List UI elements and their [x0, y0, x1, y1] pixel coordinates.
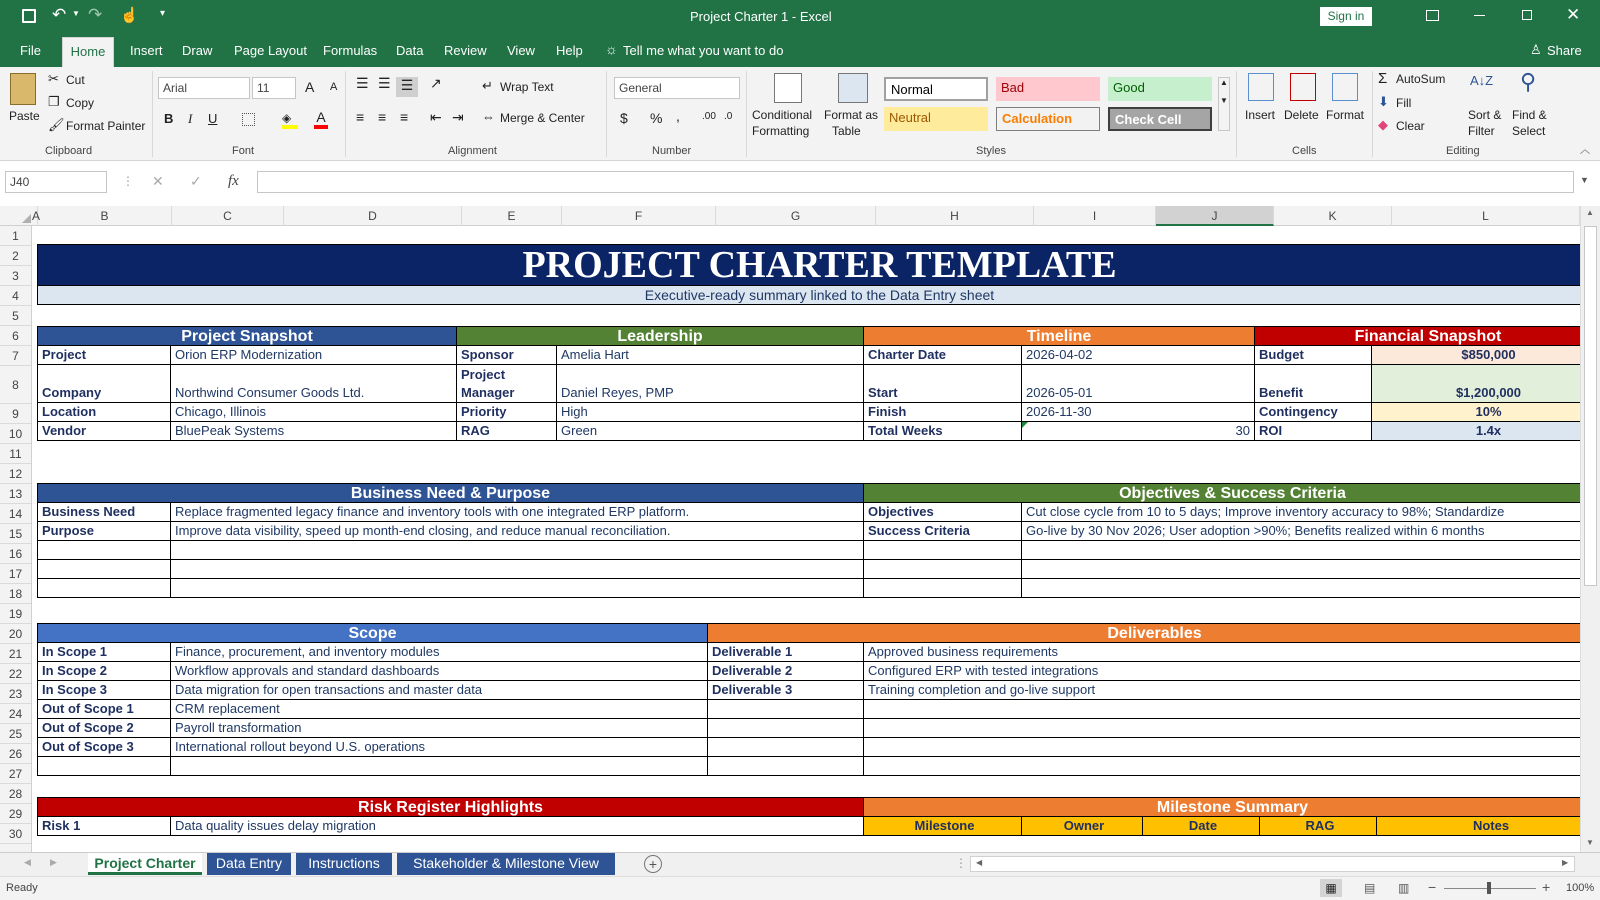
- menu-draw[interactable]: Draw: [182, 43, 213, 58]
- currency-button[interactable]: $: [620, 110, 628, 126]
- increase-decimal-icon[interactable]: .00: [702, 111, 716, 122]
- row-header[interactable]: 8: [0, 366, 31, 404]
- share-button[interactable]: Share: [1547, 43, 1582, 58]
- row-header[interactable]: 11: [0, 444, 31, 464]
- row-header[interactable]: 23: [0, 684, 31, 704]
- lightbulb-icon: ☼: [605, 41, 618, 57]
- fill-color-icon[interactable]: ◈: [282, 111, 298, 129]
- format-as-table-icon: [838, 73, 868, 103]
- empty-cell[interactable]: [863, 756, 1580, 776]
- objectives-value[interactable]: Go-live by 30 Nov 2026; User adoption >90%; Benefits realized within 6 months: [1021, 521, 1580, 541]
- empty-cell[interactable]: [863, 559, 1022, 579]
- sort-filter-button-line2[interactable]: Filter: [1468, 124, 1495, 138]
- page-title: PROJECT CHARTER TEMPLATE: [37, 244, 1580, 286]
- section-header-timeline: Timeline: [863, 326, 1255, 346]
- column-header-k[interactable]: K: [1274, 206, 1392, 226]
- font-name-select[interactable]: Arial: [158, 77, 250, 99]
- format-as-table-button[interactable]: Format as: [824, 108, 879, 122]
- scope-value[interactable]: Finance, procurement, and inventory modules: [170, 642, 708, 662]
- orientation-icon[interactable]: ↗: [430, 75, 442, 91]
- section-header-scope: Scope: [37, 623, 708, 643]
- find-select-button-line2[interactable]: Select: [1512, 124, 1546, 138]
- row-header[interactable]: 4: [0, 286, 31, 306]
- formula-bar-options-icon: ⋮: [122, 174, 134, 188]
- scroll-up-icon[interactable]: ▲: [1586, 208, 1594, 217]
- column-header-c[interactable]: C: [172, 206, 284, 226]
- deliverable-value[interactable]: Configured ERP with tested integrations: [863, 661, 1580, 681]
- styles-scroll-icon[interactable]: ▲ ▼: [1218, 77, 1230, 131]
- conditional-formatting-icon: [774, 73, 802, 103]
- cell-error-indicator: [1022, 422, 1028, 428]
- row-header[interactable]: 24: [0, 704, 31, 724]
- window-title: Project Charter 1 - Excel: [690, 9, 832, 24]
- empty-cell[interactable]: [170, 540, 864, 560]
- delete-cells-icon: [1290, 73, 1316, 101]
- scope-label: In Scope 1: [37, 642, 171, 662]
- row-header[interactable]: 18: [0, 584, 31, 604]
- milestone-column-header: Owner: [1021, 816, 1143, 836]
- empty-cell[interactable]: [170, 756, 708, 776]
- page-layout-view-icon[interactable]: ▤: [1364, 881, 1376, 895]
- vertical-scrollbar[interactable]: [1580, 206, 1600, 852]
- column-header-i[interactable]: I: [1034, 206, 1156, 226]
- cut-button[interactable]: Cut: [66, 73, 85, 87]
- sort-filter-icon: A↓Z: [1470, 73, 1494, 88]
- row-header[interactable]: 5: [0, 306, 31, 326]
- row-header[interactable]: 20: [0, 624, 31, 644]
- empty-cell[interactable]: [707, 756, 864, 776]
- deliverable-value[interactable]: Approved business requirements: [863, 642, 1580, 662]
- row-header[interactable]: 26: [0, 744, 31, 764]
- format-painter-button[interactable]: Format Painter: [66, 119, 146, 133]
- leadership-value[interactable]: Daniel Reyes, PMP: [556, 364, 864, 403]
- empty-cell[interactable]: [707, 718, 864, 738]
- collapse-ribbon-icon[interactable]: ︿: [1580, 145, 1590, 156]
- financial-value[interactable]: $850,000: [1371, 345, 1580, 365]
- objectives-value[interactable]: Cut close cycle from 10 to 5 days; Improve inventory accuracy to 98%; Standardize: [1021, 502, 1580, 522]
- decrease-decimal-icon[interactable]: .0: [724, 111, 733, 122]
- page-break-view-icon[interactable]: ▥: [1398, 881, 1410, 895]
- menu-view[interactable]: View: [507, 43, 535, 58]
- deliverable-label: Deliverable 3: [707, 680, 864, 700]
- row-header[interactable]: 16: [0, 544, 31, 564]
- find-select-button[interactable]: Find &: [1512, 108, 1547, 122]
- financial-label: Benefit: [1254, 364, 1372, 403]
- menu-bar: [0, 34, 1600, 67]
- scope-value[interactable]: International rollout beyond U.S. operations: [170, 737, 708, 757]
- deliverable-label: Deliverable 1: [707, 642, 864, 662]
- share-icon: ♙: [1530, 42, 1542, 57]
- sheet-tab-stakeholder-milestone[interactable]: Stakeholder & Milestone View: [397, 853, 615, 875]
- empty-cell[interactable]: [707, 699, 864, 719]
- clear-icon: ◆: [1378, 117, 1388, 132]
- title-bar: [0, 0, 1600, 34]
- scope-value[interactable]: Payroll transformation: [170, 718, 708, 738]
- wrap-text-button[interactable]: Wrap Text: [500, 80, 554, 94]
- scroll-thumb[interactable]: [1584, 226, 1597, 586]
- font-group-label: Font: [232, 145, 255, 157]
- formula-bar: [0, 168, 1600, 198]
- formula-input[interactable]: [257, 171, 1574, 193]
- snapshot-value[interactable]: BluePeak Systems: [170, 421, 457, 441]
- scope-value[interactable]: CRM replacement: [170, 699, 708, 719]
- style-bad[interactable]: Bad: [996, 77, 1100, 101]
- deliverable-label: Deliverable 2: [707, 661, 864, 681]
- sheet-tab-project-charter[interactable]: Project Charter: [88, 853, 202, 875]
- tell-me-search[interactable]: Tell me what you want to do: [623, 43, 784, 58]
- copy-button[interactable]: Copy: [66, 96, 95, 110]
- close-icon[interactable]: ✕: [1566, 5, 1581, 24]
- page-subtitle: Executive-ready summary linked to the Data Entry sheet: [37, 285, 1580, 305]
- conditional-formatting-button-line2[interactable]: Formatting: [752, 124, 810, 138]
- restore-icon[interactable]: [1522, 10, 1532, 20]
- scroll-down-icon[interactable]: ▼: [1586, 838, 1594, 847]
- style-calculation[interactable]: Calculation: [996, 107, 1100, 131]
- bottom-align-icon[interactable]: ☰: [396, 77, 418, 97]
- sheet-tab-instructions[interactable]: Instructions: [296, 853, 392, 875]
- editing-group-label: Editing: [1446, 145, 1480, 157]
- touch-mode-icon[interactable]: ☝: [120, 7, 139, 24]
- section-header-milestone-summary: Milestone Summary: [863, 797, 1580, 817]
- leadership-value[interactable]: Green: [556, 421, 864, 441]
- merge-center-button[interactable]: Merge & Center: [500, 111, 585, 125]
- empty-cell[interactable]: [170, 578, 864, 598]
- add-sheet-icon[interactable]: +: [644, 855, 662, 873]
- business-label: Business Need: [37, 502, 171, 522]
- copy-icon: ❐: [48, 94, 60, 109]
- decrease-indent-icon[interactable]: ⇤: [430, 109, 442, 125]
- cells-group-label: Cells: [1292, 145, 1317, 157]
- section-header-objectives: Objectives & Success Criteria: [863, 483, 1580, 503]
- snapshot-value[interactable]: Orion ERP Modernization: [170, 345, 457, 365]
- milestone-column-header: Milestone: [863, 816, 1022, 836]
- objectives-label: Success Criteria: [863, 521, 1022, 541]
- format-as-table-button-line2[interactable]: Table: [832, 124, 861, 138]
- row-headers: [0, 226, 32, 852]
- menu-file[interactable]: File: [20, 43, 41, 58]
- empty-cell[interactable]: [37, 540, 171, 560]
- row-header[interactable]: 21: [0, 644, 31, 664]
- business-label: Purpose: [37, 521, 171, 541]
- worksheet-grid[interactable]: [32, 226, 1580, 852]
- minimize-icon[interactable]: [1474, 15, 1485, 16]
- section-header-project-snapshot: Project Snapshot: [37, 326, 457, 346]
- risk-label: Risk 1: [37, 816, 171, 836]
- autosum-icon: Σ: [1378, 70, 1388, 87]
- snapshot-value[interactable]: Northwind Consumer Goods Ltd.: [170, 364, 457, 403]
- undo-icon[interactable]: ↶: [52, 5, 67, 24]
- column-header-b[interactable]: B: [38, 206, 172, 226]
- ribbon-separator: [345, 71, 346, 157]
- financial-value[interactable]: 10%: [1371, 402, 1580, 422]
- name-box[interactable]: J40: [5, 171, 107, 193]
- column-header-f[interactable]: F: [562, 206, 716, 226]
- number-group-label: Number: [652, 145, 692, 157]
- hscroll-right-icon[interactable]: ▶: [1562, 858, 1569, 867]
- cut-icon: ✂: [48, 71, 59, 86]
- empty-cell[interactable]: [1021, 540, 1580, 560]
- borders-icon[interactable]: [242, 113, 255, 126]
- autosum-button[interactable]: AutoSum: [1396, 72, 1446, 86]
- zoom-out-icon[interactable]: −: [1428, 879, 1437, 895]
- status-ready: Ready: [6, 882, 38, 894]
- financial-label: ROI: [1254, 421, 1372, 441]
- column-header-d[interactable]: D: [284, 206, 462, 226]
- fill-icon: ⬇: [1378, 94, 1389, 109]
- section-header-deliverables: Deliverables: [707, 623, 1580, 643]
- insert-cells-button[interactable]: Insert: [1245, 108, 1276, 122]
- menu-help[interactable]: Help: [556, 43, 583, 58]
- scope-value[interactable]: Workflow approvals and standard dashboards: [170, 661, 708, 681]
- ribbon-separator: [606, 71, 607, 157]
- leadership-label: Priority: [456, 402, 557, 422]
- row-header[interactable]: 7: [0, 346, 31, 366]
- snapshot-label: Project: [37, 345, 171, 365]
- row-header[interactable]: 12: [0, 464, 31, 484]
- leadership-label: Project Manager: [456, 364, 557, 403]
- row-header[interactable]: 28: [0, 784, 31, 804]
- row-header[interactable]: 13: [0, 484, 31, 504]
- ribbon: [0, 67, 1600, 161]
- column-header-g[interactable]: G: [716, 206, 876, 226]
- menu-formulas[interactable]: Formulas: [323, 43, 378, 58]
- menu-review[interactable]: Review: [444, 43, 487, 58]
- row-header[interactable]: 22: [0, 664, 31, 684]
- save-icon[interactable]: [22, 9, 36, 23]
- decrease-font-icon[interactable]: A: [330, 81, 338, 93]
- row-header[interactable]: 2: [0, 246, 31, 266]
- status-bar: [0, 876, 1600, 900]
- underline-button[interactable]: U: [208, 111, 218, 126]
- snapshot-label: Location: [37, 402, 171, 422]
- menu-page-layout[interactable]: Page Layout: [234, 43, 308, 58]
- expand-formula-icon[interactable]: ▼: [1580, 175, 1589, 185]
- empty-cell[interactable]: [37, 559, 171, 579]
- leadership-label: RAG: [456, 421, 557, 441]
- paste-button[interactable]: Paste: [9, 109, 40, 123]
- insert-function-button[interactable]: fx: [228, 173, 239, 189]
- sheet-tab-data-entry[interactable]: Data Entry: [207, 853, 291, 875]
- row-header[interactable]: 27: [0, 764, 31, 784]
- increase-indent-icon[interactable]: ⇥: [452, 109, 464, 125]
- milestone-column-header: Notes: [1376, 816, 1580, 836]
- financial-label: Budget: [1254, 345, 1372, 365]
- empty-cell[interactable]: [863, 699, 1580, 719]
- ribbon-separator: [1236, 71, 1237, 157]
- styles-group-label: Styles: [976, 145, 1006, 157]
- row-header[interactable]: 19: [0, 604, 31, 624]
- menu-data[interactable]: Data: [396, 43, 424, 58]
- format-cells-icon: [1332, 73, 1358, 101]
- menu-insert[interactable]: Insert: [130, 43, 163, 58]
- timeline-label: Start: [863, 364, 1022, 403]
- tab-home[interactable]: Home: [62, 37, 114, 67]
- format-cells-button[interactable]: Format: [1326, 108, 1365, 122]
- top-align-icon[interactable]: ☰: [356, 75, 369, 91]
- column-header-j[interactable]: J: [1156, 206, 1274, 226]
- clipboard-group-label: Clipboard: [45, 145, 93, 157]
- empty-cell[interactable]: [1021, 559, 1580, 579]
- leadership-value[interactable]: High: [556, 402, 864, 422]
- zoom-in-icon[interactable]: +: [1542, 879, 1551, 895]
- conditional-formatting-button[interactable]: Conditional: [752, 108, 813, 122]
- format-painter-icon: 🖌: [48, 117, 65, 132]
- empty-cell[interactable]: [707, 737, 864, 757]
- section-header-risk-register: Risk Register Highlights: [37, 797, 864, 817]
- row-header[interactable]: 6: [0, 326, 31, 346]
- snapshot-label: Company: [37, 364, 171, 403]
- style-neutral[interactable]: Neutral: [884, 107, 988, 131]
- select-all-button[interactable]: [22, 214, 31, 223]
- ribbon-separator: [746, 71, 747, 157]
- signin-button[interactable]: Sign in: [1320, 7, 1372, 26]
- timeline-value[interactable]: 2026-04-02: [1021, 345, 1255, 365]
- financial-value[interactable]: $1,200,000: [1371, 364, 1580, 403]
- row-header[interactable]: 10: [0, 424, 31, 444]
- column-headers: [0, 206, 1580, 226]
- middle-align-icon[interactable]: ☰: [378, 75, 391, 91]
- italic-button[interactable]: I: [188, 111, 193, 126]
- percent-button[interactable]: %: [650, 110, 663, 126]
- cancel-entry-icon[interactable]: ✕: [152, 173, 164, 189]
- customize-toolbar-icon[interactable]: ▾: [160, 8, 166, 19]
- empty-cell[interactable]: [170, 559, 864, 579]
- timeline-value[interactable]: 30: [1021, 421, 1255, 441]
- zoom-level[interactable]: 100%: [1566, 882, 1595, 894]
- font-size-select[interactable]: 11: [252, 77, 296, 99]
- section-header-business-need: Business Need & Purpose: [37, 483, 864, 503]
- timeline-label: Total Weeks: [863, 421, 1022, 441]
- row-header[interactable]: 3: [0, 266, 31, 286]
- ribbon-separator: [1372, 71, 1373, 157]
- tab-scroll-left-icon[interactable]: ◀: [24, 857, 31, 867]
- deliverable-value[interactable]: Training completion and go-live support: [863, 680, 1580, 700]
- snapshot-value[interactable]: Chicago, Illinois: [170, 402, 457, 422]
- timeline-value[interactable]: 2026-05-01: [1021, 364, 1255, 403]
- risk-value[interactable]: Data quality issues delay migration: [170, 816, 864, 836]
- empty-cell[interactable]: [37, 578, 171, 598]
- scope-label: Out of Scope 2: [37, 718, 171, 738]
- clear-button[interactable]: Clear: [1396, 119, 1425, 133]
- alignment-group-label: Alignment: [448, 145, 497, 157]
- comma-button[interactable]: ,: [676, 108, 680, 124]
- milestone-column-header: RAG: [1259, 816, 1377, 836]
- scope-label: Out of Scope 3: [37, 737, 171, 757]
- fill-button[interactable]: Fill: [1396, 96, 1412, 110]
- undo-dropdown-icon[interactable]: ▼: [72, 9, 80, 18]
- business-value[interactable]: Improve data visibility, speed up month-end closing, and reduce manual reconciliation.: [170, 521, 864, 541]
- style-check-cell[interactable]: Check Cell: [1108, 107, 1212, 131]
- paste-icon[interactable]: [10, 73, 36, 105]
- redo-icon[interactable]: ↷: [88, 5, 103, 24]
- row-header[interactable]: 9: [0, 404, 31, 424]
- empty-cell[interactable]: [863, 737, 1580, 757]
- timeline-value[interactable]: 2026-11-30: [1021, 402, 1255, 422]
- scope-value[interactable]: Data migration for open transactions and master data: [170, 680, 708, 700]
- confirm-entry-icon[interactable]: ✓: [190, 173, 202, 189]
- sheet-tab-bar: [0, 852, 1600, 876]
- tab-scroll-right-icon[interactable]: ▶: [50, 857, 57, 867]
- style-good[interactable]: Good: [1108, 77, 1212, 101]
- empty-cell[interactable]: [863, 540, 1022, 560]
- font-color-icon[interactable]: A: [314, 109, 328, 129]
- delete-cells-button[interactable]: Delete: [1284, 108, 1319, 122]
- align-right-icon[interactable]: ≡: [400, 109, 409, 125]
- merge-center-icon: ⇔: [482, 109, 495, 124]
- zoom-slider-thumb[interactable]: [1487, 882, 1491, 894]
- wrap-text-icon: ↵: [482, 78, 493, 93]
- style-normal[interactable]: Normal: [884, 77, 988, 101]
- section-header-financial-snapshot: Financial Snapshot: [1254, 326, 1580, 346]
- row-header[interactable]: 14: [0, 504, 31, 524]
- timeline-label: Charter Date: [863, 345, 1022, 365]
- increase-font-icon[interactable]: A: [305, 79, 315, 95]
- horizontal-scrollbar[interactable]: [970, 856, 1575, 872]
- section-header-leadership: Leadership: [456, 326, 864, 346]
- number-format-select[interactable]: General: [614, 77, 740, 99]
- leadership-label: Sponsor: [456, 345, 557, 365]
- tab-splitter-icon[interactable]: ⋮: [955, 856, 967, 870]
- column-header-a[interactable]: A: [32, 206, 38, 226]
- column-header-l[interactable]: L: [1392, 206, 1580, 226]
- row-header[interactable]: 17: [0, 564, 31, 584]
- timeline-label: Finish: [863, 402, 1022, 422]
- column-header-e[interactable]: E: [462, 206, 562, 226]
- financial-label: Contingency: [1254, 402, 1372, 422]
- sort-filter-button[interactable]: Sort &: [1468, 108, 1502, 122]
- scope-label: In Scope 2: [37, 661, 171, 681]
- milestone-column-header: Date: [1142, 816, 1260, 836]
- align-center-icon[interactable]: ≡: [378, 109, 387, 125]
- find-select-icon: ⚲: [1520, 69, 1537, 94]
- empty-cell[interactable]: [37, 756, 171, 776]
- empty-cell[interactable]: [1021, 578, 1580, 598]
- ribbon-separator: [152, 71, 153, 157]
- insert-cells-icon: [1248, 73, 1274, 101]
- row-header[interactable]: 25: [0, 724, 31, 744]
- row-header[interactable]: 30: [0, 824, 31, 844]
- row-header[interactable]: 29: [0, 804, 31, 824]
- business-value[interactable]: Replace fragmented legacy finance and inventory tools with one integrated ERP platform.: [170, 502, 864, 522]
- row-header[interactable]: 15: [0, 524, 31, 544]
- leadership-value[interactable]: Amelia Hart: [556, 345, 864, 365]
- ribbon-display-icon[interactable]: [1426, 10, 1439, 21]
- align-left-icon[interactable]: ≡: [356, 109, 365, 125]
- normal-view-icon[interactable]: ▦: [1320, 879, 1342, 897]
- financial-value[interactable]: 1.4x: [1371, 421, 1580, 441]
- snapshot-label: Vendor: [37, 421, 171, 441]
- bold-button[interactable]: B: [164, 111, 174, 126]
- scope-label: In Scope 3: [37, 680, 171, 700]
- scope-label: Out of Scope 1: [37, 699, 171, 719]
- empty-cell[interactable]: [863, 578, 1022, 598]
- row-header[interactable]: 1: [0, 226, 31, 246]
- hscroll-left-icon[interactable]: ◀: [976, 858, 983, 867]
- column-header-h[interactable]: H: [876, 206, 1034, 226]
- objectives-label: Objectives: [863, 502, 1022, 522]
- empty-cell[interactable]: [863, 718, 1580, 738]
